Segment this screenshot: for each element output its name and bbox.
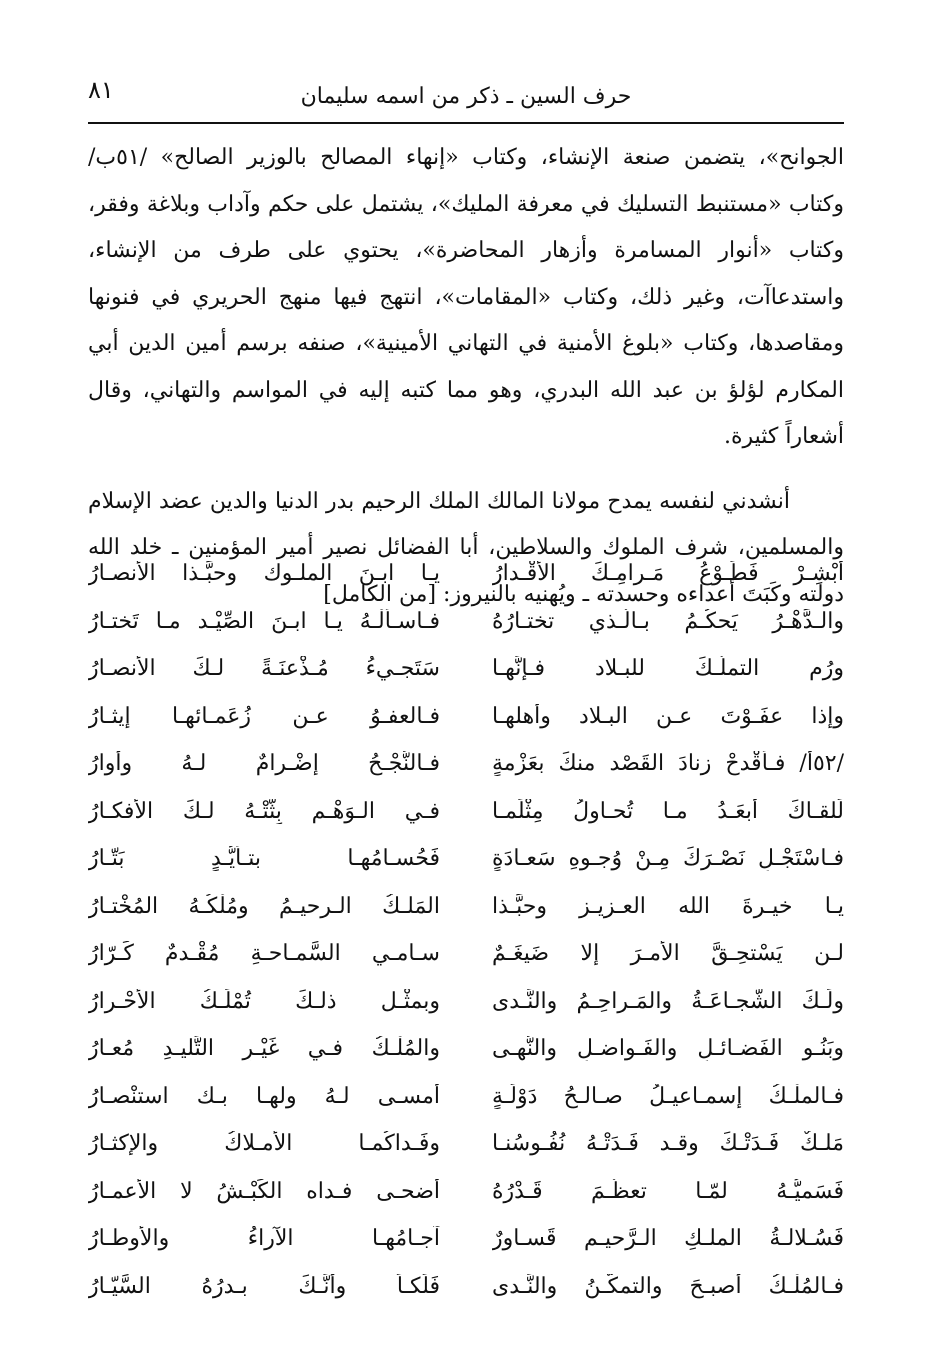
verse-line bbox=[88, 1218, 844, 1266]
verse-second-hemistich: فـالنُّجْـحُ إضْـرامٌ لـهُ وأوارُ bbox=[88, 751, 440, 776]
verse-line bbox=[88, 981, 844, 1029]
verse-second-hemistich: يـا ابـنَ الملـوك وحبَّـذا الأنصـارُ bbox=[88, 561, 440, 586]
verse-first-hemistich: /٥٢أ/ فـأقْدحْ زِنادَ القَصْد منكَ بعَزْمةٍ bbox=[492, 751, 844, 776]
verse-first-hemistich: لـن يَسْتحِـقَّ الأمـرَ إلا ضَيغَـمٌ bbox=[492, 941, 844, 966]
verse-second-hemistich: فـي الـوَهْـمِ بِثَّتْـهُ لـكَ الأفكـارُ bbox=[88, 798, 440, 824]
verse-second-hemistich: فَلَكـاً وأنَّـكَ بـدرُهُ السَّيّـارُ bbox=[88, 1273, 440, 1299]
verse-first-hemistich: ورُم التملُّـكَ للبـلاد فـإنَّهـا bbox=[492, 656, 844, 681]
running-title: حرف السين ـ ذكر من اسمه سليمان bbox=[300, 84, 632, 109]
verse-first-hemistich: يـا خيـرةَ الله العـزيـزِ وحبَّـذا bbox=[492, 893, 844, 919]
verse-first-hemistich: فـالملْـكُ إسمـاعيـلُ صـالـحُ دَوْلَـةٍ bbox=[492, 1083, 844, 1109]
verse-first-hemistich: فـاسْتَجْـلِ نَصْـرَكَ مِـنْ وُجـوهِ سَعـادَةٍ bbox=[492, 846, 844, 871]
verse-second-hemistich: أضحـى فـداه الكَبْـشُ لا الأعمـارُ bbox=[88, 1178, 440, 1204]
verse-second-hemistich: وبمثْـل ذلـكَ تُمْلَـكُ الأحْـرارُ bbox=[88, 988, 440, 1014]
verse-line bbox=[88, 553, 844, 601]
verse-second-hemistich: سـامـي السَّمـاحـةِ مُقْـدمٌ كَـرّارُ bbox=[88, 941, 440, 966]
verse-line bbox=[88, 1028, 844, 1076]
verse-second-hemistich: فـالعفـوُ عـن زُعَمـائهـا إيثـارُ bbox=[88, 703, 440, 729]
verse-first-hemistich: أبْشِـرْ فَطَـوْعُ مَـرامِـكَ الأقْـدارُ bbox=[492, 561, 844, 586]
paragraph-2: أنشدني لنفسه يمدح مولانا المالك الملك الرحيم بدر الدنيا والدين عضد الإسلام والمسلمين، شرف الملوك والسلاطين، أبا الفضائل نصير أمير المؤمنين ـ خلد الله دولته وكَبَتَ أعداءه وحسدته ـ ويُهنيه بالنيروز: [من الكامل] bbox=[88, 488, 844, 607]
verse-line bbox=[88, 601, 844, 649]
verse-line bbox=[88, 1123, 844, 1171]
verse-line bbox=[88, 791, 844, 839]
verse-first-hemistich: فـالمُلْـكُ أصبـحَ والتمكُّـنُ والنَّـدى bbox=[492, 1273, 844, 1299]
verse-first-hemistich: ولَـكَ الشَّجـاعَـةُ والمَـراحِـمُ والنَّـدى bbox=[492, 988, 844, 1014]
verse-line bbox=[88, 838, 844, 886]
verse-second-hemistich: وفَـداكُمـا الأمـلاكُ والإكثـارُ bbox=[88, 1131, 440, 1156]
verse-line bbox=[88, 886, 844, 934]
verse-line bbox=[88, 696, 844, 744]
verse-second-hemistich: أمسـى لـهُ ولهـا بـك استنْصـارُ bbox=[88, 1083, 440, 1109]
verse-line bbox=[88, 648, 844, 696]
verse-first-hemistich: فَسُـلالـةُ الملـكِ الـرَّحيـمِ قَسـاوِرٌ bbox=[492, 1226, 844, 1251]
verse-line bbox=[88, 1266, 844, 1314]
header-rule bbox=[88, 122, 844, 124]
page-header bbox=[88, 62, 844, 114]
verse-line bbox=[88, 1076, 844, 1124]
verse-first-hemistich: لَلقـاكَ أبعَـدُ مـا تُحـاوِلُ مِثْلَمـا bbox=[492, 798, 844, 824]
verse-line bbox=[88, 743, 844, 791]
verse-first-hemistich: وبَنُـو الفَضـائـلِ والفَـواضـلِ والنُّهـى bbox=[492, 1036, 844, 1061]
verse-second-hemistich: سَتَجـيءُ مُـذْعنَـةً لـكَ الأنصـارُ bbox=[88, 656, 440, 681]
verse-second-hemistich: فَحُسـامُهـا بتـأيُّـدٍ بَتّـارُ bbox=[88, 846, 440, 871]
poem bbox=[88, 553, 844, 1313]
prose-body bbox=[88, 135, 844, 618]
verse-second-hemistich: المَلـكُ الـرحيـمُ ومُلْكُـهُ المُخْتـارُ bbox=[88, 893, 440, 919]
paragraph-1: الجوانح»، يتضمن صنعة الإنشاء، وكتاب «إنهاء المصالح بالوزير الصالح» /٥١ب/ وكتاب «مستنبط التسليك في معرفة المليك»، يشتمل على حكم وآداب وبلاغة وفقر، وكتاب «أنوار المسامرة وأزهار المحاضرة»، يحتوي على طرف من الإنشاء، واستدعاآت، وغير ذلك، وكتاب «المقامات»، انتهج فيها منهج الحريري في فنونها ومقاصدها، وكتاب «بلوغ الأمنية في التهاني الأمينية»، صنفه برسم أمين الدين أبي المكارم لؤلؤ بن عبد الله البدري، وهو مما كتبه إليه في المواسم والتهاني، وقال أشعاراً كثيرة. bbox=[88, 145, 844, 449]
verse-first-hemistich: وإذا عفَـوْتَ عـن البـلاد وأهلهـا bbox=[492, 703, 844, 729]
verse-second-hemistich: فـاسـألْـهُ يـا ابـنَ الصِّيْـد مـا تَختـارُ bbox=[88, 608, 440, 634]
verse-line bbox=[88, 1171, 844, 1219]
verse-second-hemistich: آجـامُهـا الآراءُ والأوطـارُ bbox=[88, 1226, 440, 1251]
page-number: ٨١ bbox=[88, 76, 114, 104]
verse-line bbox=[88, 933, 844, 981]
verse-second-hemistich: والمُلْـكُ فـي غَيْـرِ التَّليـدِ مُعـارُ bbox=[88, 1036, 440, 1061]
verse-first-hemistich: مَلـكٌ فَـدَتْـكَ وقـد فَـدَتْـهُ نُفُـوسُنـا bbox=[492, 1131, 844, 1156]
verse-first-hemistich: فَسَميُّـهُ لمّـا تعظَّـمَ قَـدْرُهُ bbox=[492, 1178, 844, 1204]
verse-first-hemistich: والـدَّهْـرُ يَحكُـمُ بـالّـذي تختـارُهُ bbox=[492, 608, 844, 634]
